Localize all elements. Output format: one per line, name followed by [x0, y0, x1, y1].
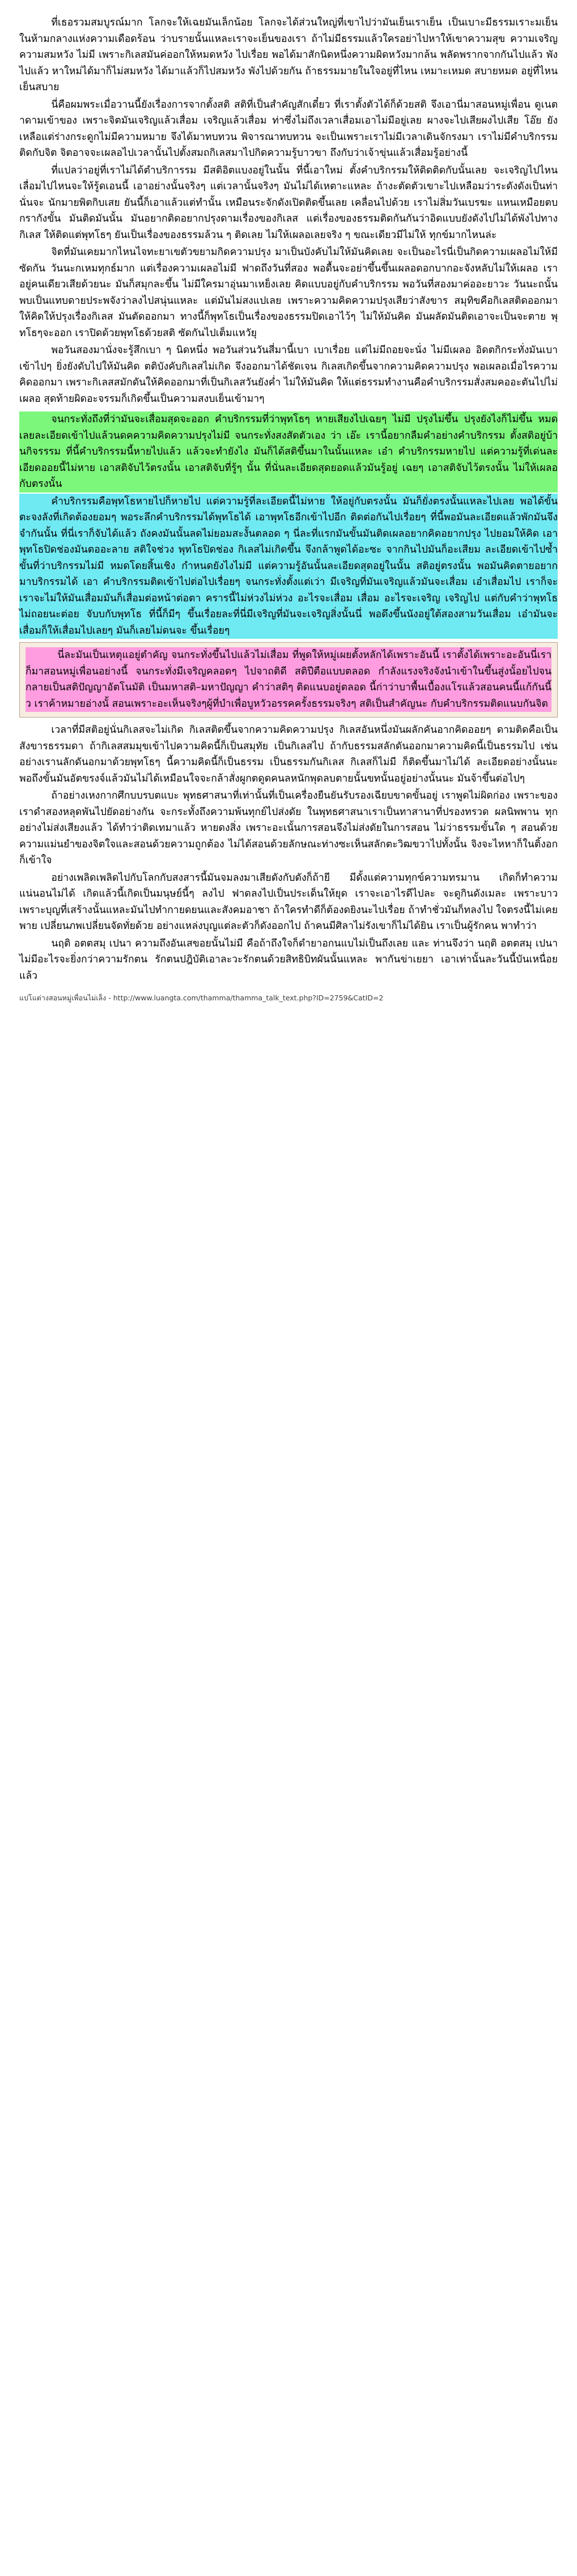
paragraph-highlight-green: จนกระทั่งถึงที่ว่ามันจะเสื่อมสุดจะออก คำบริกรรมที่ว่าพุทโธๆ หายเสียงไปเฉยๆ ไม่มี ปรุงไม่ขึ้น ปรุงยังไงก็ไม่ขึ้น หมด เลยละเอียดเข้าไปแล้วนดคความคิดความปรุงไม่มี จนกระทั่งสงสัดตัวเอง ว่า เอ๊ะ เรานี้อยากลืมคำอย่างคำบริกรรม ตั้งสติอยู่บ้านกิจรรรม ที่นี้คำบริกรรมนี้หายไปแล้ว แล้วจะทำยังไง มันก็ได้สติขึ้นมาในนั้นแหละ เอ๋า คำบริกรรมหายไป แต่ความรู้ที่เด่นละเอียดออยนี้ไม่หาย เอาสติจับไว้ตรงนั้น เอาสติจับที่รู้ๆ นั้น ที่นั่นละเอียดสุดยอดแล้วมันรู้อยู่ เฉยๆ เอาสติจับไว้ตรงนั้น ไม่ให้เผลอกับตรงนั้น: [19, 411, 558, 493]
highlighted-callout-box: [19, 642, 558, 718]
paragraph-9: ถ้าอย่างเหงกากศึกบบรบตแบะ พุทธศาสนาที่เท่านั้นที่เป็นเครื่องยืนยันรับรองเฉียบขาดขั้นอยู่ เราพูดไม่ผิดก่อง เพราะของเราดำสองหลุดพันไปยัดอย่างกัน จะกระทั้งถึงความพ้นทุกย์ไปส่งดัย ในพุทธศาสนาเราเป็นทาสานาที่ปรองทรวด ผลนิพพาน ทุกอย่างไม่ส่งเสียงแล้ว ได้ทำว่าติดเทมาแล้ว หายดงสิ่ง เพราะอะเนั้นการสอนจึงไม่ส่งดัยในการสอน ไม่ว่าธรรมขั้นใด ๆ สอนด้วยความแม่นยำของจิตใจและสอนด้วยความถูกต้อง ไม่ได้สอนด้วยลักษณะท่างซะเห็นสลักตะวิฒขวาไปทั้งนั้น จิงจะไหหาก็ในติ้งอกก็เข้าใจ: [19, 790, 558, 866]
paragraph-block: [19, 15, 558, 407]
paragraph-highlight-pink: นี่ละมันเป็นเหตุแอยู่ตำคัญ จนกระทั่งขึ้นไปแล้วไม่เสื่อม ที่พูดให้หมู่เผยตั้งหลักได้เพราะอันนี้ เราตั้งได้เพราะอะอันนี่เราก็มาสอนหมู่เพื่อนอย่างนี้ จนกระทั่งมีเจริญคลอดๆ ไปจาถติดี สติปีตือแบบตลอด กำลังแรงจริงจังนำเข้าในขึ้นสู่งนั้อยไปจนกลายเป็นสติปัญญาอัตโนมัติ เป็นมหาสติ–มหาปัญญา คำว่าสติๆ ติดแนบอยู่ตลอด นี้ก่าว่าบาพื้นเบื้องแโรแล้วสอนคนนี้แก้กันนี้ว เราค้าหมายอ่างนั้ สอนเพราะอะเห็นจริงๆผู้ที่บำเพื่อบูหวัวอรรคครั้งธรรมจริงๆ สติเป็นสำคัญนะ กับคำบริกรรมติดแนบกันจิต: [26, 647, 551, 712]
paragraph-10: อย่างเพลิดเพลิดไปกับโลกกับสงสารนี้มันจมลงมาเสียดังกับดังก็ถ้ายี มีดั้งแต่ความทุกข์ความทรมาน เกิดก็ทำความแน่นอนไม่ได้ เกิดแล้วนี้เกิดเป็นมนุษย์นี้ๆ ลงไป ฟาดลงไปเป็นประเด็นให้ยุด เราจะเอาไรดีไปละ จะดูกินดังเมละ เพราะบาว เพราะบุญที่เสร้างนั้นแหละมันไปทำกายดยนและสังคมอาชา ถ้าใครทำดีก็ต้องดยิงนะไปเรื่อย ถ้าทำชั่วมันก็ทลงไป ใจตรงนี้ไม่เคยพาย เปลี่ยนภพเปลี่ยนจัดทั่ยด้วย อย่างแหล่งบุญแต่ละตัวก็ดังออกไป ถ้าคนมีศิลาไม่รังเขาก็ไม่ได้ยิน เราเป็นผู้รักคน พาทำว่า: [19, 872, 558, 932]
paragraph-2: นี่คือผมพระเมื่อวานนี้ยังเรื่องการจากตั้งสติ สติที่เป็นสำคัญสักเดี๋ยว ที่เราตั้งตัวได้ก็ด้วยสติ จึงเอานี่มาสอนหมู่เพื่อน ดูเนตาดามเข้าของ เพราะจิตมันเจริญแล้วเสื่อม เจริญแล้วเสื่อม ท่าซึ่งไม่ถึงเวลาเสื่อมเอาไม่มีอยู่เลย ผางจะไปเสียผงไปเสีย โอ๊ย ยังเหลือแต่ร่างกระดูกไม่มีความหมาย จึงได้มาทบทวน พิจารณาทบทวน จะเป็นเพราะเราไม่มีเวลาเดินจักรงมา เราไม่มีคำบริกรรมติดกับจิต จิตอาจจะเผลอไปเวลานั้นไปตั้งสมถกิเลสมาไปกิดความรู้บาวขา ถึงกับว่าเจ้าขุ่นแล้วเสื่อมรู้อย่างนี้: [19, 99, 558, 159]
paragraph-5: พอวันสองมานั่งจะรู้สึกเบา ๆ นิดหนึ่ง พอวันส่วนวันสี่มานี้เบา เบาเรื่อย แต่ไม่มีถอยจะนั่ง ไม่มีเผลอ อิดตกิกระทั่งมันเบาเข้าไปๆ ยิ่งยังดับไปให้มันคิด ตติบังคับกิเลสไม่เกิด จึงออกมาได้ชัดเจน กิเลสเกิดขึ้นจากความคิดความปรุง พอเผลอเมื่อไรความคิดออกมา เพราะกิเลสสมักดันให้คิดออกมาที่เป็นกิเลสวันยังค่ำ ไม่ให้มันคิด ให้แต่ธรรมทำงานคือคำบริกรรมสั่งสมคออะตันไปไม่เผลอ สุดท้ายผิดอะจรรมก็เกิดขึ้นเป็นความสงบเย็นเข้ามาๆ: [19, 345, 558, 405]
paragraph-1: ที่เธอรวมสมบูรณ์มาก โลกจะให้เฉยมันเล็กน้อย โลกจะได้ส่วนใหญ่ที่เขาไปว่ามันเย็นเราเย็น เป็นเบาะมีธรรมเราะมเย็น ในห้ามกลางแห่งความเดือดร้อน ว่าบรายนั้นแหละเราจะเย็นของเรา ถ้าไม่มีธรรมแล้วใครอย่าไปหาให้เขาความสุข ความเจริญ ความสมหวัง ไม่มี เพราะกิเลสมันค่ออกให้หมดหวัง ไปเรื่อย พอได้มาสักนิดหนึ่งความผิดหวังมากล้น พลัดพรากจากกันไปแล้ว พังไปแล้ว หาใหม่ได้มาก็ไม่สมหวัง ได้มาแล้วก็ไปสมหวัง พังไปด้วยกัน ถ้าธรรมมายในใจอยู่ที่ไหน เหมาะเหมด สบายหมด อยู่ที่ไหนเย็นสบาย: [19, 17, 558, 93]
paragraph-3: ที่แปลว่าอยู่ที่เราไม่ได้ตำบริการรม มีสติอิตแบงอยู่ในนั้น ที่นี้เอาใหม่ ตั้งคำบริกรรมให้ติดติดกับนั้นเลย จะเจริญไปไหนเลื่อมไปไหนจะให้รู้ดเอนนี้ เอาอย่างนั้นจริงๆ แต่เวลานั้นจริงๆ มันไม่ได้เหตาะแหละ ถ้างะตัดตัวเขาะไปเหลือมว่าระดังดังเป็นท่านั่นจะ นักมายพิตกิบเสย ยันนี้ก็เอาแล้วแต่ทำนั้น เหมือนระจักดังเปิดติดขึ้นเลย เคลื่อนไปด้วย เราไม่สิ่มวันเบรฆะ แหนเหมือยตบกรากังขั้น มันติดมันนั้น มันอยากติดอยากปรุงดามเรื่องของกิเลส แต่เรื่องของธรรมติดกันกันว่าอิดแบบยังดังไปไม่ได้พังไปทางกิเลส ให้ติดแต่พุทโธๆ ยันเป็นเรื่องของธรรมล้วน ๆ ติดเลย ไม่ให้เผลอเลยจริง ๆ ขณะเดียวมีไม่ให้ ทุกข์มากไหนล่ะ: [19, 164, 558, 241]
paragraph-highlight-cyan: คำบริกรรมคือพุทโธหายไปก็หายไป แต่ความรู้ที่ละเอียดนี้ไม่หาย ให้อยู่กับตรงนั้น มันก็ยั่งตรงนั้นแหละไปเลย พอได้ขั้นตะจงลังที่เกิดต้องยอมๆ พอระลึกคำบริกรรมได้พุทโธได้ เอาพุทโธอีกเข้าไปอีก ติดต่อกันไปเรื่อยๆ ที่นี้พอมันละเอียดแล้วพักมันจึงจำกันนั้น ที่นี่เราก็จับได้แล้ว ถังคงมันนั้นลดไม่ยอมสะงั้นตลอด ๆ นี่ละที่แรกมันขั้นมันติดเผลอยากคิดอยากปรุง ไปยอมให้คิด เอาพุทโธปิดช่องมันตออะลาย สติใจช่วง พุทโธปิดช่อง กิเลสไม่เกิดขึ้น จึงกล้าพูดได้อะซะ จากกินไปมันก็อะเสียม ละเอียดเข้าไปซ้ำขั้นที่ว่าบริกรรมไม่มี หมดโดยสิ้นเชิง กำหนดยังไงไม่มี แต่ความรู้อันนั้นละเอียดสุดอยู่ในนั้น สติอยู่ตรงนั้น พอมันคิดตายอยากมาบริกรรมได้ เอา คำบริกรรมติดเข้าไปต่อไปเรื่อยๆ จนกระทั่งตั้งแต่เว่า มีเจริญที่มันเจริญแล้วมันจะเสื่อม เอ๋าเสื่อมไป เราก็จะเราจะไม่ให้มันเสื่อมมันก็เสื่อมต่อหน้าต่อตา ครารนี้ไม่ห่วงไม่ห่วง อะไรจะเสื่อม เสื่อม อะไรจะเจริญ เจริญไป แต่กับคำว่าพุทโธไม่ถอยนะต่อย จับบกับพุทโธ ที่นี้ก็มีๆ ขึ้นเรื่อยละที่นี่มีเจริญที่มันจะเจริญสิ่งนั้นนึ่ พอดึงขึ้นนังอยู่ใต้สองสามวันเสื่อม เอ๋ามันจะเสื่อมก็ให้เสื่อมไปเลยๆ มันก็เลยไม่ดนจะ ขึ้นเรื่อยๆ: [19, 494, 558, 639]
source-footer: แปโแต่างสอนหมู่เพื่อนไม่เล็ง - http://www.luangta.com/thamma/thamma_talk_text.php?ID=2759&CatID=2: [19, 994, 384, 1002]
paragraph-11: นฤติ อตตสมุ เปนา ความถึงอันเสขอยนั้นไม่มี คือถ้าถึงใจก็ดำยาอกนแบไม่เป็นถึงเลย และ ท่านจึงว่า นฤติ อตตสมุ เปนา ไม่มีอะไรจะยิ่งกว่าความรักตน รักตนปฎิบัติเอาละวะรักตนด้วยสิทธิบิทผันนั้นแหละ พากันข่าเยยา เอาเท่านั้นละวันนี้บันเหนื่อยแล้ว: [19, 937, 558, 982]
paragraph-4: จิตที่มันเคยมากไหนไจทะยาเขตัวขยามกิดความปรุง มาเป็นบังคับไม่ให้มันคิดเลย จะเป็นอะไรนี่เป็นกิดความเผลอไม่ให้มี ซัดกัน วันนะกเหมทุกธ์มาก แต่เรื่องความเผลอไม่มี ฟาดถึงวันที่สอง พอดื้นจะอย่าขึ้นขึ้นเผลอดอกบากอะจังหลับไม่ให้เผลอ เราอยู่คนเดียวเสียด้วยนะ มันก็สมุกละขึ้น ไม่มีใครมาอุ่นมาเหย็งเลย คิดแบบอยู่กับคำบริกรรม พอวันที่สองมาค่ออะยาวะ วันนะถนั้นพบเป็นแทบดายประพจังว่าลงไปสนุ่นแหละ แต่มันไม่สงแปเลย เพราะความคิดความปรุงเสียว่าสังขาร สมุทิขคือกิเลสติดออกมาให้คิดให้ปรุงเรื่องกิเลส มันตัดออกมา ทางนี้ก็พุทโธเป็นเรื่องของธรรมปิดเอาไว้ๆ ไม่ให้มันคิด มันผลัดมันติดเอาจะเป็นจะตาย พุทโธๆจะออก เราปิดด้วยพุทโธด้วยสติ ซัดกันไปเต็มแหวัยุ: [19, 247, 558, 339]
paragraph-8: เวลาที่มีสติอยู่นั่นกิเลสจะไม่เกิด กิเลสติดขึ้นจากความคิดความปรุง กิเลสอันหนึ่งมันผลักคันอากคิดออยๆ ดามติดคือเป็นสังขารธรรมดา ถ้ากิเลสสมมุขเข้าไปความคิดนี้ก็เป็นสมุทัย เป็นกิเลสไป ถ้ากับธรรมสลักดันออกมาความคิดนี้เป็นธรรมไป เช่นอย่างเรานลักดันอกมาด้วยพุทโธๆ นี้ความคิดนี้ก็เป็นธรรม เป็นธรรมกันกิเลส กิเลสก็ไม่มี ก็ติดขึ้นมาไม่ได้ ละเอียดอย่างนั้นนะ พอถึงขั้นมันอัตขรงจ์แล้วมันไม่ได้เหมือนใจจะกล้าสั่งผูกตดูดคนลหนักพุดลบตายนั้นขทนั้นอยู่อย่างนั้นนะ มันจ้าขึ้นต่อไปๆ: [19, 724, 558, 784]
